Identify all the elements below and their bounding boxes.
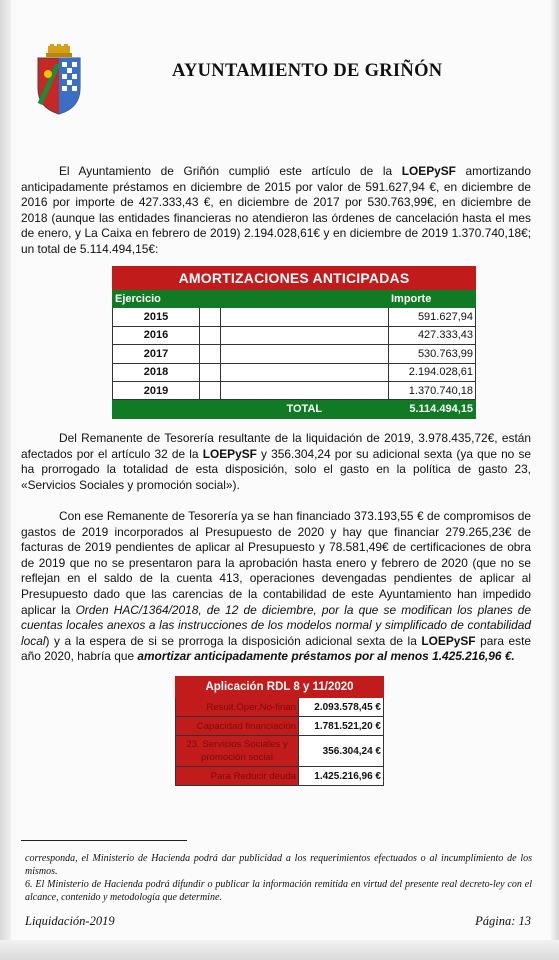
table-row: 2017 530.763,99	[113, 345, 476, 363]
paragraph-intro: El Ayuntamiento de Griñón cumplió este artículo de la LOEPySF amortizando anticipadamente préstamos en diciembre de 2015 por valor de 591.627,94 €, en diciembre de 2016 por importe de 427.333,43 €, en diciembre de 2017 por 530.763,99€, en diciembre de 2018 (aunque las entidades financieras no atendieron las órdenes de cancelación hasta el mes de enero, y La Caixa en febrero de 2019) 2.194.028,61€ y en diciembre de 2019 1.370.740,18€; un total de 5.114.494,15€:	[21, 164, 531, 256]
table-row: Result.Oper.No-finan 2.093.578,45 €	[176, 698, 384, 717]
coat-of-arms-icon	[34, 44, 84, 116]
page-right-shadow	[551, 0, 559, 960]
table-row: 23. Servicios Sociales y promoción social 356.304,24 €	[176, 736, 384, 767]
rdl-application-table	[175, 676, 384, 786]
col-header-amount: Importe	[389, 290, 476, 308]
table-row: 2016 427.333,43	[113, 326, 476, 344]
page-left-shadow	[0, 0, 11, 960]
page-bottom-shadow	[0, 940, 559, 960]
table-row: Para Reducir deuda 1.425.216,96 €	[176, 767, 384, 786]
paragraph-financing: Con ese Remanente de Tesorería ya se han financiado 373.193,55 € de compromisos de gastos de 2019 incorporados al Presupuesto de 2020 y hay que financiar 279.265,23€ de facturas de 2019 pendientes de aplicar al Presupuesto y 78.581,49€ de certificaciones de obra de 2019 que no se presentaron para la aprobación hasta enero y febrero de 2020 (que no se reflejan en el saldo de la cuenta 413, operaciones devengadas pendientes de aplicar al Presupuesto dado que las carencias de la contabilidad de este Ayuntamiento han impedido aplicar la Orden HAC/1364/2018, de 12 de diciembre, por la que se modifican los planes de cuentas locales anexos a las instrucciones de los modelos normal y simplificado de contabilidad local) y a la espera de si se prorroga la disposición adicional sexta de la LOEPySF para este año 2020, habría que amortizar anticipadamente préstamos por al menos 1.425.216,96 €.	[21, 509, 532, 664]
table-row: 2015 591.627,94	[113, 308, 476, 326]
paragraph-remanente: Del Remanente de Tesorería resultante de la liquidación de 2019, 3.978.435,72€, están afectados por el artículo 32 de la LOEPySF y 356.304,24 por su adicional sexta (ya que no se ha prorrogado la totalidad de esta disposición, solo el gasto en la política de gasto 23, «Servicios Sociales y promoción social»).	[21, 431, 531, 492]
footer-document-name: Liquidación-2019	[25, 914, 115, 928]
table-total-row	[113, 400, 476, 418]
table-row: 2019 1.370.740,18	[113, 381, 476, 399]
total-label: TOTAL	[220, 400, 388, 418]
footnote-continued: corresponda, el Ministerio de Hacienda podrá dar publicidad a los requerimientos efectuados o al incumplimiento de los mismos.	[25, 853, 532, 877]
table-row: Capacidad financiación 1.781.521,20 €	[176, 717, 384, 736]
page-footer	[25, 914, 531, 929]
footnote-6: 6. El Ministerio de Hacienda podrá difundir o publicar la información remitida en virtud del presente real decreto-ley con el alcance, contenido y metodología que determine.	[25, 879, 532, 903]
footer-page-number: Página: 13	[475, 914, 531, 928]
table-title: AMORTIZACIONES ANTICIPADAS	[113, 267, 476, 290]
amortizations-table	[112, 266, 476, 419]
table-row: 2018 2.194.028,61	[113, 363, 476, 381]
col-header-year: Ejercicio	[113, 290, 200, 308]
rdl-table-title: Aplicación RDL 8 y 11/2020	[176, 677, 384, 698]
total-value: 5.114.494,15	[389, 400, 476, 418]
page-title: AYUNTAMIENTO DE GRIÑÓN	[172, 61, 443, 81]
footnote-divider	[21, 840, 187, 841]
